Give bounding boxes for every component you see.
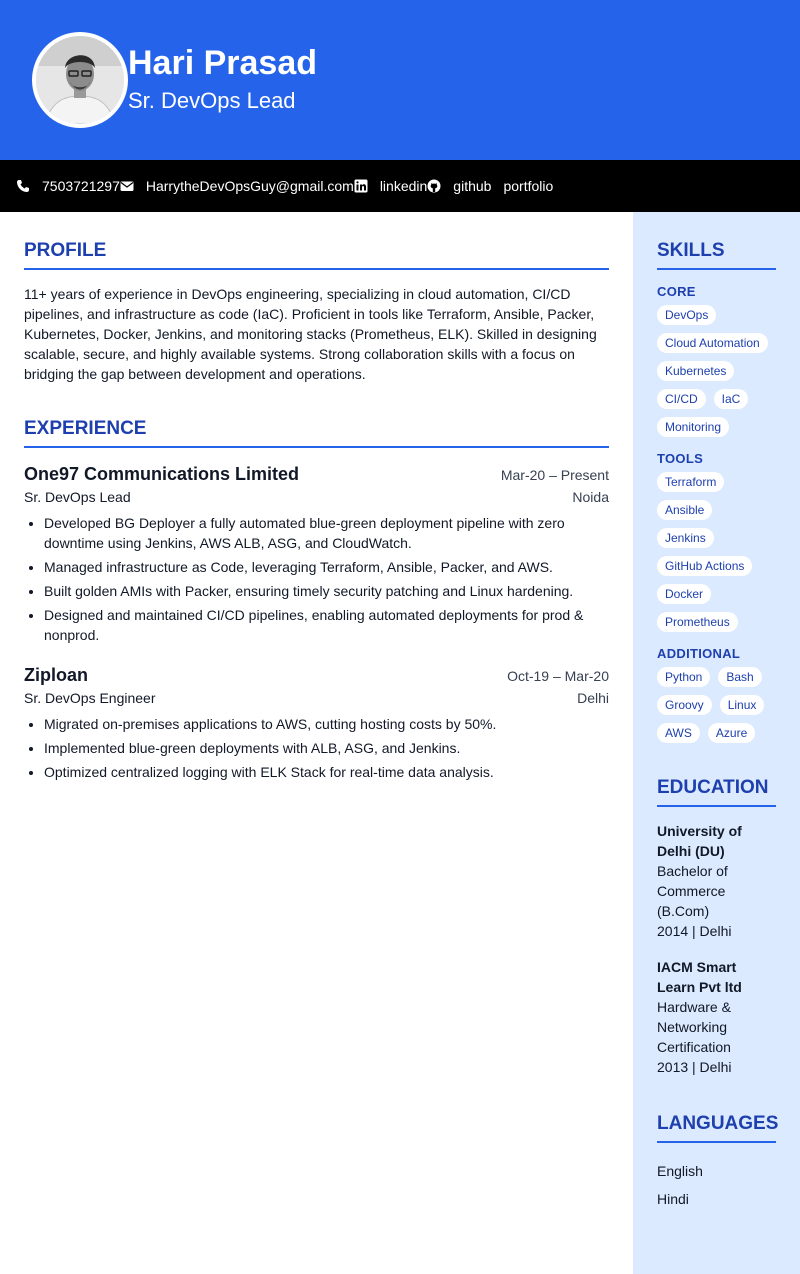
skill-tag: CI/CD [657, 389, 706, 409]
job-entry [24, 464, 609, 645]
job-location: Noida [572, 489, 609, 505]
skill-tag: Python [657, 667, 710, 687]
job-entry [24, 665, 609, 782]
profile-photo [36, 36, 124, 124]
skills-heading: SKILLS [657, 240, 776, 270]
header-banner [0, 0, 800, 160]
education-school: IACM Smart Learn Pvt ltd [657, 959, 742, 995]
education-meta: 2014 | Delhi [657, 923, 732, 939]
skill-tags [657, 305, 776, 437]
skill-tag: Bash [718, 667, 761, 687]
education-entry [657, 957, 776, 1077]
skill-tag: GitHub Actions [657, 556, 752, 576]
avatar [32, 32, 128, 128]
education-degree: Hardware & Networking Certification [657, 999, 731, 1055]
github-link: github [453, 178, 492, 194]
skill-tag: Monitoring [657, 417, 729, 437]
sidebar [633, 212, 800, 1274]
experience-heading: EXPERIENCE [24, 418, 609, 448]
portfolio-link: portfolio [503, 178, 554, 194]
skill-tag: Groovy [657, 695, 712, 715]
profile-heading: PROFILE [24, 240, 609, 270]
skill-tag: Cloud Automation [657, 333, 768, 353]
person-title: Sr. DevOps Lead [128, 88, 296, 113]
skill-category: TOOLS [657, 451, 704, 466]
job-bullet: • Managed infrastructure as Code, leveraging Terraform, Ansible, Packer, and AWS. [44, 557, 609, 577]
education-degree: Bachelor of Commerce (B.Com) [657, 863, 728, 919]
language-item: English [657, 1163, 703, 1179]
skill-tag: DevOps [657, 305, 716, 325]
job-company: One97 Communications Limited [24, 464, 300, 484]
envelope-icon [120, 179, 134, 193]
github-icon [427, 179, 441, 193]
language-item: Hindi [657, 1191, 689, 1207]
linkedin-icon [354, 179, 368, 193]
skill-category: ADDITIONAL [657, 646, 741, 661]
skill-tag: AWS [657, 723, 700, 743]
person-name: Hari Prasad [128, 44, 317, 82]
education-entry [657, 821, 776, 941]
job-role: Sr. DevOps Lead [24, 489, 131, 505]
languages-list [657, 1157, 776, 1213]
education-heading: EDUCATION [657, 777, 776, 807]
contact-email[interactable] [120, 178, 354, 194]
profile-summary: 11+ years of experience in DevOps engineering, specializing in cloud automation, CI/CD pipelines, and infrastructure as code (IaC). Proficient in tools like Terraform, Ansible, Packer, Kubernetes, Docker, Jenkins, and monitoring stacks (Prometheus, ELK). Skilled in designing scalable, secure, and highly available systems. Strong collaboration skills with a focus on bridging the gap between development and operations. [24, 286, 597, 382]
contact-bar [0, 160, 800, 212]
main-column [24, 212, 609, 786]
education-meta: 2013 | Delhi [657, 1059, 732, 1075]
phone-icon [16, 179, 30, 193]
skill-tag: Docker [657, 584, 711, 604]
skill-category: CORE [657, 284, 696, 299]
contact-portfolio[interactable] [503, 178, 553, 194]
skill-tags [657, 472, 776, 632]
job-location: Delhi [577, 690, 609, 706]
job-bullet: • Migrated on-premises applications to AWS, cutting hosting costs by 50%. [44, 714, 609, 734]
job-dates: Mar-20 – Present [500, 467, 609, 483]
skill-tag: Kubernetes [657, 361, 734, 381]
job-bullet: • Built golden AMIs with Packer, ensuring timely security patching and Linux hardening. [44, 581, 609, 601]
job-bullets [24, 513, 609, 645]
languages-heading: LANGUAGES [657, 1113, 776, 1143]
contact-linkedin[interactable] [354, 178, 427, 194]
skill-tag: IaC [714, 389, 749, 409]
email-address: HarrytheDevOpsGuy@gmail.com [145, 178, 354, 194]
skill-tag: Prometheus [657, 612, 738, 632]
phone-number: 7503721297 [42, 178, 120, 194]
job-company: Ziploan [24, 665, 88, 685]
job-bullet: • Designed and maintained CI/CD pipelines, enabling automated deployments for prod & nonprod. [44, 605, 609, 645]
job-bullet: • Developed BG Deployer a fully automated blue-green deployment pipeline with zero downtime using Jenkins, AWS ALB, ASG, and CloudWatch. [44, 513, 609, 553]
skill-tag: Terraform [657, 472, 724, 492]
skill-tag: Jenkins [657, 528, 714, 548]
job-role: Sr. DevOps Engineer [24, 690, 156, 706]
linkedin-link: linkedin [379, 178, 428, 194]
skill-tag: Azure [708, 723, 755, 743]
job-bullet: • Implemented blue-green deployments with ALB, ASG, and Jenkins. [44, 738, 609, 758]
contact-phone[interactable] [16, 178, 120, 194]
skill-tag: Ansible [657, 500, 712, 520]
job-bullets [24, 714, 609, 782]
job-dates: Oct-19 – Mar-20 [507, 668, 609, 684]
skill-tag: Linux [720, 695, 765, 715]
education-school: University of Delhi (DU) [657, 823, 742, 859]
contact-github[interactable] [427, 178, 491, 194]
skill-tags [657, 667, 776, 743]
job-bullet: • Optimized centralized logging with ELK Stack for real-time data analysis. [44, 762, 609, 782]
